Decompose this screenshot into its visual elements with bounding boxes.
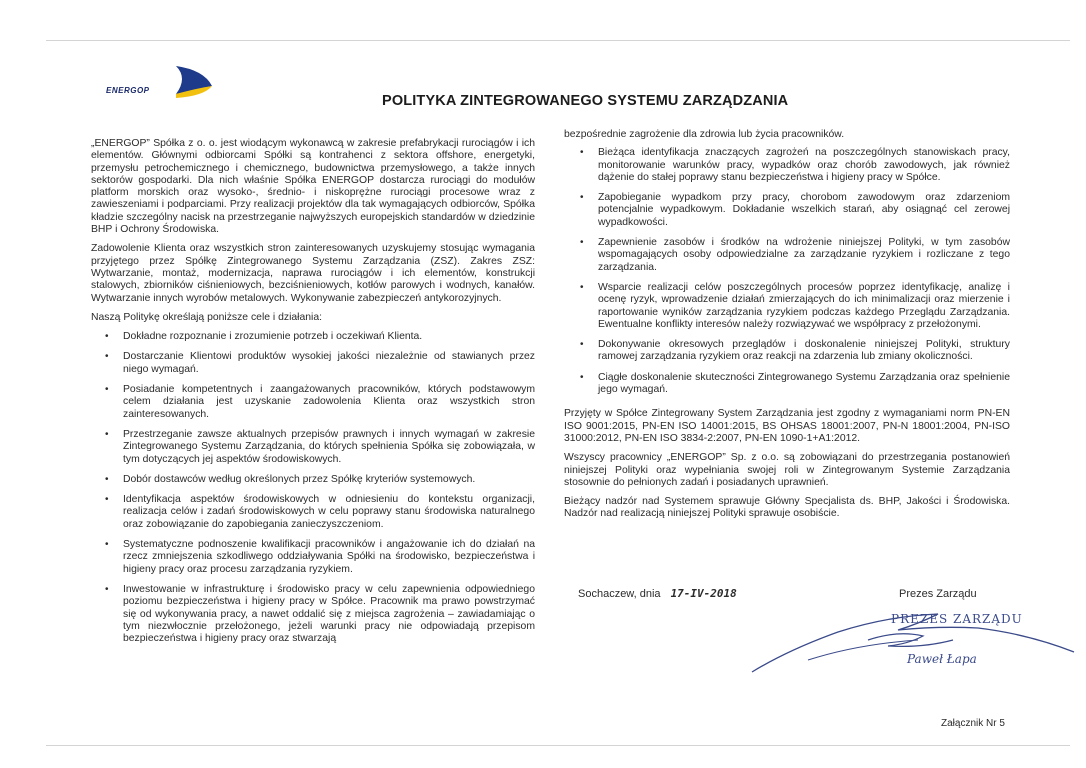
goal-item: • Systematyczne podnoszenie kwalifikacji pracowników i angażowanie ich do działań na rzecz zmniejszenia szkodliwego oddziaływania Spółki na środowisko, bezpieczeństwa i higieny pracy oraz procesu zarządzania ryzykiem. bbox=[105, 539, 535, 575]
bullet-icon: • bbox=[105, 384, 109, 396]
goal-item: • Posiadanie kompetentnych i zaangażowanych pracowników, których podstawowym celem działania jest uzyskanie zadowolenia Klienta oraz wszystkich stron zainteresowanych. bbox=[105, 384, 535, 420]
goal-item: • Dobór dostawców według określonych przez Spółkę kryteriów systemowych. bbox=[105, 473, 476, 485]
goal-item: • Bieżąca identyfikacja znaczących zagrożeń na poszczególnych stanowiskach pracy, monitorowanie warunków pracy, wypadków oraz chorób zawodowych, jak również dążenie do stałej poprawy stanu bezpieczeństwa i higieny pracy w Spółce. bbox=[580, 147, 1010, 183]
obligations-paragraph: Wszyscy pracownicy „ENERGOP” Sp. z o.o. są zobowiązani do przestrzegania postanowień niniejszej Polityki oraz wypełniania swojej roli w Zintegrowanym Systemie Zarządzania stosownie do pełnionych zadań i posiadanych uprawnień. bbox=[564, 452, 1010, 488]
goals-intro: Naszą Politykę określają poniższe cele i działania: bbox=[91, 311, 323, 323]
goal-item: • Dostarczanie Klientowi produktów wysokiej jakości niezależnie od stawianych przez niego wymagań. bbox=[105, 351, 535, 375]
goals-list-left bbox=[91, 331, 535, 645]
bullet-icon: • bbox=[105, 473, 109, 485]
bullet-icon: • bbox=[105, 351, 109, 363]
place-date bbox=[578, 587, 737, 600]
scope-paragraph: Zadowolenie Klienta oraz wszystkich stron zainteresowanych uzyskujemy stosując wymagania przyjętego przez Spółkę Zintegrowanego Systemu Zarządzania (ZSZ). Zakres ZSZ: Wytwarzanie, montaż, modernizacja, naprawa rurociągów i ich elementów, konstrukcji stalowych, zbiorników ciśnieniowych, bezciśnieniowych, kotłów parowych i wodnych, kanałów. Wytwarzanie innych wyrobów metalowych. Wykonywanie zabezpieczeń antykorozyjnych. bbox=[91, 243, 535, 304]
goal-item: • Ciągłe doskonalenie skuteczności Zintegrowanego Systemu Zarządzania oraz spełnienie jego wymagań. bbox=[580, 371, 1010, 396]
goal-item: • Przestrzeganie zawsze aktualnych przepisów prawnych i innych wymagań w zakresie Zintegrowanego Systemu Zarządzania, do których spełnienia Spółka się zobowiązała, w tym dotyczących jej aspektów środowiskowych. bbox=[105, 428, 535, 465]
standards-paragraph: Przyjęty w Spółce Zintegrowany System Zarządzania jest zgodny z wymaganiami norm PN-EN ISO 9001:2015, PN-EN ISO 14001:2015, BS OHSAS 18001:2007, PN-N 18001:2004, PN-ISO 31000:2012, PN-EN ISO 3834-2:2007, PN-EN 1090-1+A1:2012. bbox=[564, 408, 1010, 444]
signing-date: 17-IV-2018 bbox=[670, 587, 737, 600]
handwritten-signature bbox=[748, 600, 1078, 680]
goal-item: • Dokonywanie okresowych przeglądów i doskonalenie niniejszej Polityki, struktury ramowej zarządzania ryzykiem oraz reakcji na zdarzenia lub zmiany okoliczności. bbox=[580, 339, 1010, 363]
bullet-icon: • bbox=[105, 583, 109, 595]
intro-paragraph: „ENERGOP” Spółka z o. o. jest wiodącym wykonawcą w zakresie prefabrykacji rurociągów i ich elementów. Głównymi odbiorcami Spółki są kontrahenci z sektora offshore, energetyki, przemysłu petrochemicznego i chemicznego, budownictwa przemysłowego, a także innych sektorów gospodarki. Dla nich właśnie Spółka ENERGOP dostarcza rurociągi do modułów platform morskich oraz wysoko-, średnio- i niskoprężne rurociągi procesowe wraz z zawieszeniami i podparciami. Przy realizacji projektów dla tak wymagających odbiorców, Spółka kładzie szczególny nacisk na przestrzeganie najwyższych europejskich standardów w dziedzinie BHP i Ochrony Środowiska. bbox=[91, 138, 535, 236]
stamp-name: Paweł Łapa bbox=[907, 652, 977, 666]
bullet-icon: • bbox=[105, 428, 109, 440]
goal-item: • Zapewnienie zasobów i środków na wdrożenie niniejszej Polityki, w tym zasobów wspomagających osoby odpowiedzialne za zarządzanie ryzykiem i rozliczane z tego zarządzania. bbox=[580, 237, 1010, 273]
bullet-icon: • bbox=[580, 339, 584, 351]
city-label: Sochaczew, dnia bbox=[578, 588, 661, 600]
bullet-icon: • bbox=[105, 539, 109, 551]
goal-item: • Identyfikacja aspektów środowiskowych w odniesieniu do kontekstu organizacji, realizacja celów i zadań środowiskowych w celu poprawy stanu środowiska naturalnego oraz zobowiązanie do zapobiegania zanieczyszczeniom. bbox=[105, 494, 535, 530]
bullet-icon: • bbox=[580, 371, 584, 383]
bullet-icon: • bbox=[105, 331, 109, 343]
left-column bbox=[91, 138, 535, 653]
logo-wordmark: ENERGOP bbox=[106, 86, 150, 95]
goals-list-right bbox=[564, 147, 1010, 396]
goal-item: • Zapobieganie wypadkom przy pracy, chorobom zawodowym oraz zdarzeniom potencjalnie wypadkowym. Dokładanie wszelkich starań, aby osiągnąć cel zerowej wypadkowości. bbox=[580, 192, 1010, 228]
bullet-icon: • bbox=[580, 237, 584, 249]
bullet-icon: • bbox=[105, 494, 109, 506]
bullet-icon: • bbox=[580, 147, 584, 159]
right-column bbox=[564, 129, 1010, 528]
signatory-role: Prezes Zarządu bbox=[899, 588, 977, 600]
stamp-title: PREZES ZARZĄDU bbox=[891, 612, 1023, 626]
goal-item: • Wsparcie realizacji celów poszczególnych procesów poprzez identyfikację, analizę i ocenę ryzyk, wprowadzenie działań zmierzających do ich minimalizacji oraz mierzenie i raportowanie wyników zarządzania ryzykiem podczas każdego Przeglądu Zarządzania. Ewentualne konflikty interesów należy rozwiązywać we współpracy z przełożonymi. bbox=[580, 281, 1010, 330]
goal-item: • Dokładne rozpoznanie i zrozumienie potrzeb i oczekiwań Klienta. bbox=[105, 331, 423, 343]
bullet-icon: • bbox=[580, 281, 584, 293]
supervision-paragraph: Bieżący nadzór nad Systemem sprawuje Główny Specjalista ds. BHP, Jakości i Środowiska. Nadzór nad realizacją niniejszej Polityki sprawuje osobiście. bbox=[564, 496, 1010, 520]
bullet-icon: • bbox=[580, 192, 584, 204]
document-title: POLITYKA ZINTEGROWANEGO SYSTEMU ZARZĄDZANIA bbox=[382, 93, 789, 109]
goal-item: • Inwestowanie w infrastrukturę i środowisko pracy w celu zapewnienia odpowiedniego poziomu bezpieczeństwa i higieny pracy w Spółce. Pracownik ma prawo powstrzymać się od wykonywania pracy, a nawet oddalić się z miejsca zagrożenia – zawiadamiając o tym niezwłocznie przełożonego, jeżeli warunki pracy nie odpowiadają przepisom bezpieczeństwa i higieny pracy oraz stwarzają bbox=[105, 583, 535, 645]
continuation-text: bezpośrednie zagrożenie dla zdrowia lub życia pracowników. bbox=[564, 129, 845, 140]
attachment-label: Załącznik Nr 5 bbox=[941, 718, 1005, 729]
